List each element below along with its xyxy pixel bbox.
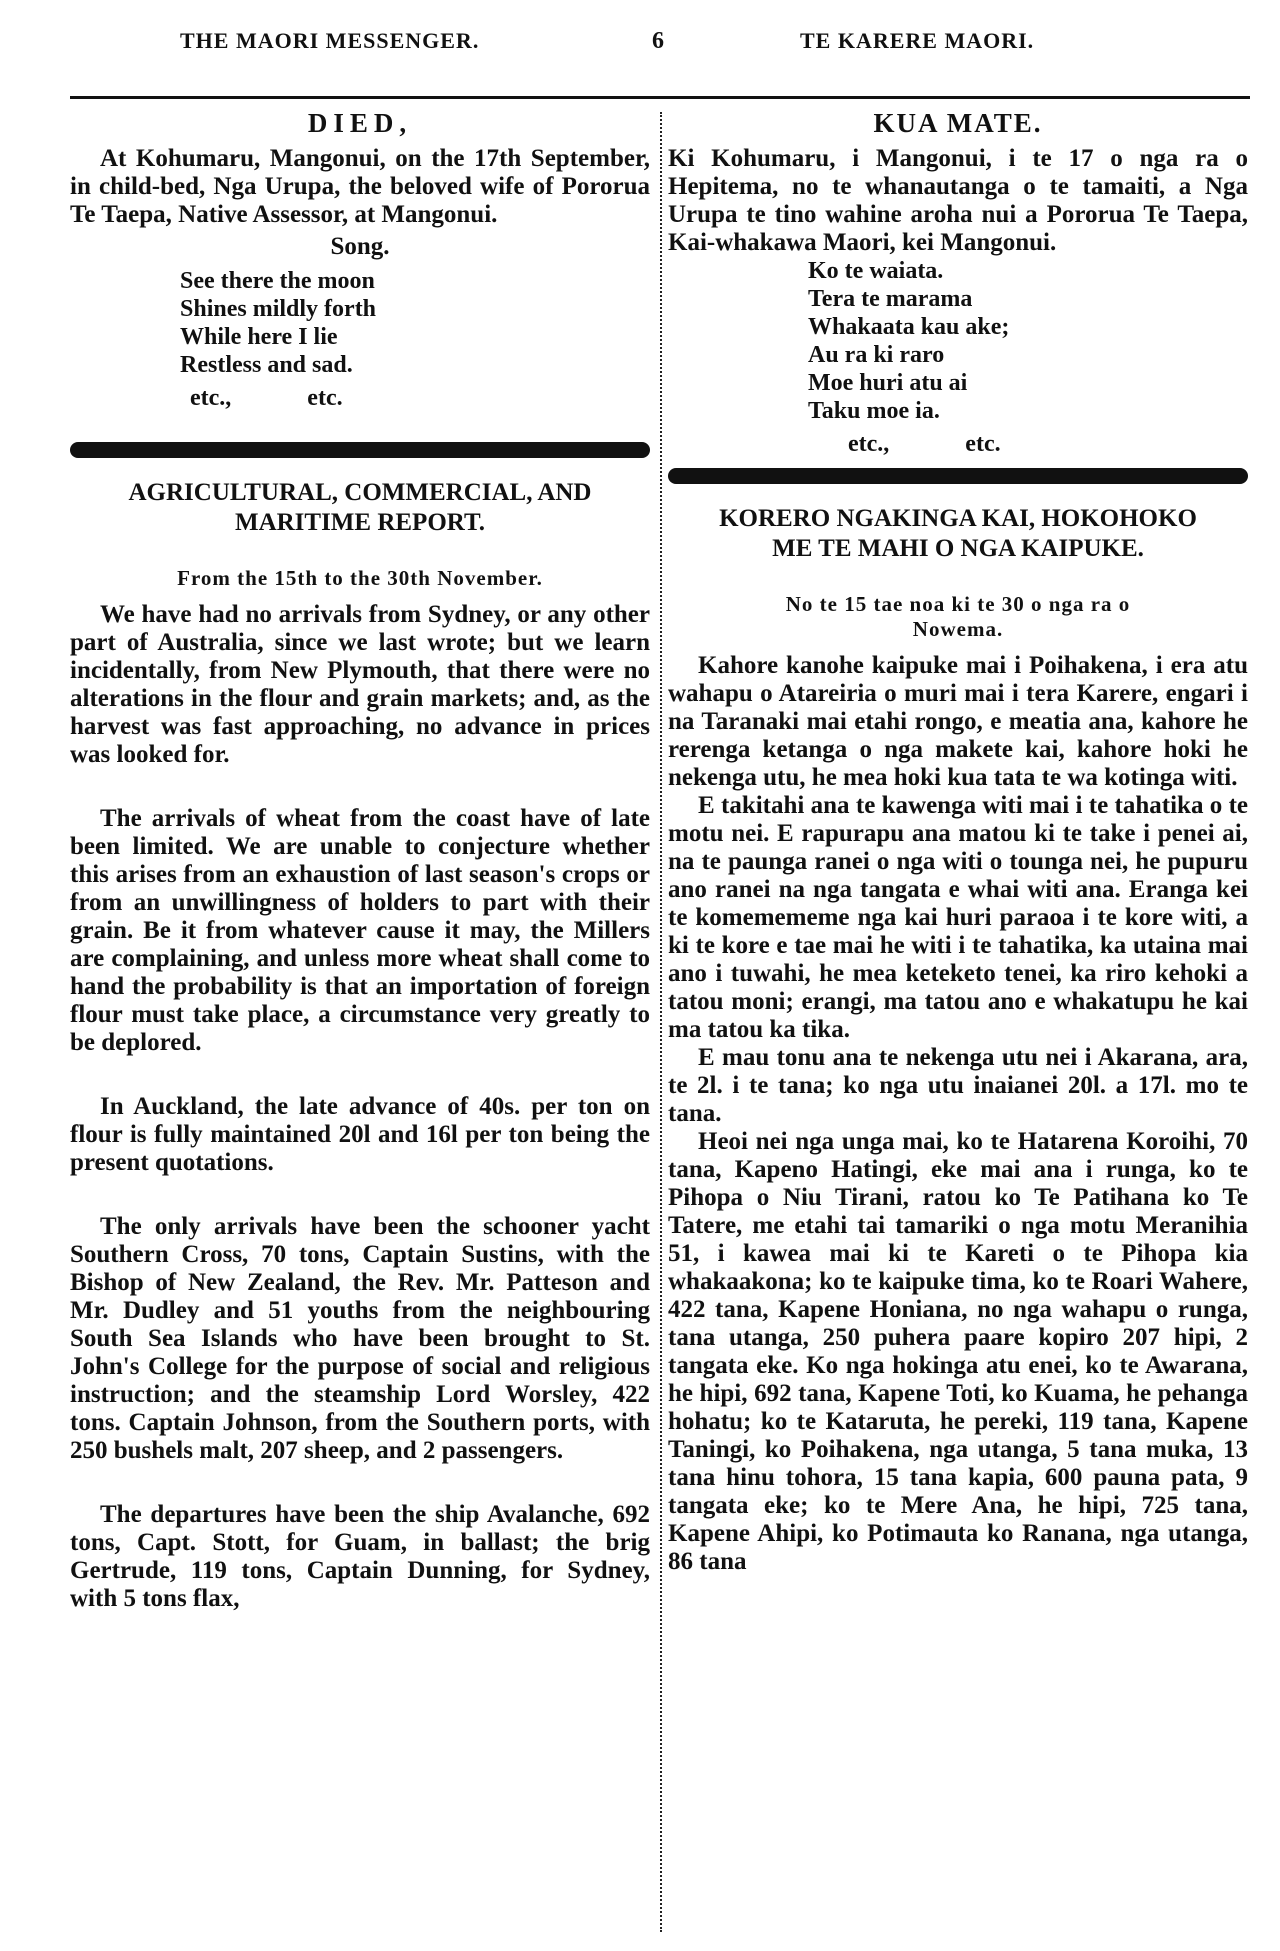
report-date-range: From the 15th to the 30th November.	[177, 566, 543, 590]
report-heading-line: AGRICULTURAL, COMMERCIAL, AND	[128, 479, 592, 506]
maori-column	[668, 108, 1248, 1576]
verse-line: See there the moon	[180, 268, 375, 294]
report-heading-line: MARITIME REPORT.	[234, 509, 486, 536]
report-paragraph: The only arrivals have been the schooner yacht Southern Cross, 70 tons, Captain Sustins, with the Bishop of New Zealand, the Rev. Mr. Patteson and Mr. Dudley and 51 youths from the neighbouring South Sea Islands who have been brought to St. John's College for the purpose of social and religious instruction; and the steamship Lord Worsley, 422 tons. Captain Johnson, from the Southern ports, with 250 bushels malt, 207 sheep, and 2 passengers.	[70, 1213, 650, 1464]
verse-line: While here I lie	[180, 324, 338, 350]
page-number: 6	[652, 28, 665, 54]
verse-line: Whakaata kau ake;	[808, 314, 1010, 340]
report-paragraph: The arrivals of wheat from the coast have of late been limited. We are unable to conjecture whether this arises from an exhaustion of last season's crops or from an unwillingness of holders to part with their grain. Be it from whatever cause it may, the Millers are complaining, and unless more wheat shall come to hand the probability is that an importation of foreign flour must take place, a circumstance very greatly to be deplored.	[70, 805, 650, 1056]
report-paragraph: Kahore kanohe kaipuke mai i Poihakena, i era atu wahapu o Atareiria o muri mai i tera Karere, engari i na Taranaki mai etahi rongo, e meatia ana, kahore he rerenga ketanga o nga makete kai, kahore hoki he nekenga utu, he mea hoki kua tata te wa kotinga witi.	[668, 652, 1248, 791]
etc-text: etc.,	[848, 431, 890, 457]
song-title: Song.	[330, 233, 390, 260]
report-paragraph: Heoi nei nga unga mai, ko te Hatarena Koroihi, 70 tana, Kapeno Hatingi, eke mai ana i runga, ko te Pihopa o Niu Tirani, ratou ko Te Patihana ko Te Tatere, me etahi tai tamariki o nga motu Meranihia 51, i kawea mai ki te Kareti o te Pihopa kia whakaakona; ko te kaipuke tima, ko te Roari Wahere, 422 tana, Kapene Honiana, no nga wahapu o runga, tana utanga, 250 puhera paare kopiro 207 hipi, 2 tangata eke. Ko nga hokinga atu enei, ko te Awarana, he hipi, 692 tana, Kapene Toti, ko Kuama, he pehanga hohatu; ko te Kataruta, he pereki, 119 tana, Kapene Taningi, ko Poihakena, nga utanga, 5 tana muka, 13 tana hinu tohora, 15 tana kapia, 600 pauna pata, 9 tangata eke; ko te Mere Ana, he hipi, 725 tana, Kapene Ahipi, ko Potimauta ko Ranana, nga utanga, 86 tana	[668, 1128, 1248, 1575]
report-date-range: Nowema.	[912, 617, 1004, 641]
song-title-maori: Ko te waiata.	[808, 258, 944, 284]
etc-text: etc.	[965, 431, 1001, 457]
verse-line: Shines mildly forth	[180, 296, 377, 322]
section-bar	[70, 442, 650, 458]
masthead-title-maori: TE KARERE MAORI.	[800, 28, 1035, 53]
report-paragraph: In Auckland, the late advance of 40s. per ton on flour is fully maintained 20l and 16l per ton being the present quotations.	[70, 1093, 650, 1176]
report-date-range: No te 15 tae noa ki te 30 o nga ra o	[785, 592, 1131, 616]
masthead	[70, 28, 1250, 64]
masthead-rule	[70, 96, 1250, 99]
etc-line	[848, 431, 1248, 458]
etc-text: etc.	[307, 385, 343, 411]
etc-line	[190, 385, 650, 412]
death-notice: At Kohumaru, Mangonui, on the 17th September, in child-bed, Nga Urupa, the beloved wife of Pororua Te Taepa, Native Assessor, at Mangonui.	[70, 145, 650, 228]
report-heading-line: KORERO NGAKINGA KAI, HOKOHOKO	[719, 505, 1197, 532]
etc-text: etc.,	[190, 385, 232, 411]
column-divider	[660, 112, 662, 1932]
verse-line: Moe huri atu ai	[808, 370, 968, 396]
died-heading: DIED,	[307, 108, 413, 138]
died-heading-maori: KUA MATE.	[873, 108, 1043, 138]
english-column	[70, 108, 650, 1613]
report-paragraph: E mau tonu ana te nekenga utu nei i Akarana, ara, te 2l. i te tana; ko nga utu inaianei 20l. a 17l. mo te tana.	[668, 1044, 1248, 1127]
masthead-title-english: THE MAORI MESSENGER.	[180, 28, 480, 53]
verse-line: Taku moe ia.	[808, 398, 940, 424]
report-paragraph: E takitahi ana te kawenga witi mai i te tahatika o te motu nei. E rapurapu ana matou ki te take i penei ai, na te paunga ranei o nga witi o tounga nei, he pupuru ano ranei na nga tangata e whai witi ana. Eranga kei te komemememe nga kai huri paraoa i te kore witi, a ki te kore e tae mai he witi i te tahatika, ka utaina mai ano i tuwahi, he mea keteketo tenei, ka riro kehoki a tatou moni; erangi, ma tatou ano e whakatupu he kai ma tatou ka tika.	[668, 792, 1248, 1043]
verse-line: Tera te marama	[808, 286, 973, 312]
verse-line: Restless and sad.	[180, 352, 353, 378]
report-paragraph: We have had no arrivals from Sydney, or any other part of Australia, since we last wrote; but we learn incidentally, from New Plymouth, that there were no alterations in the flour and grain markets; and, as the harvest was fast approaching, no advance in prices was looked for.	[70, 601, 650, 768]
report-heading-line: ME TE MAHI O NGA KAIPUKE.	[772, 535, 1144, 562]
verse-line: Au ra ki raro	[808, 342, 945, 368]
section-bar	[668, 468, 1248, 484]
report-paragraph: The departures have been the ship Avalanche, 692 tons, Capt. Stott, for Guam, in ballast; the brig Gertrude, 119 tons, Captain Dunning, for Sydney, with 5 tons flax,	[70, 1501, 650, 1612]
death-notice-maori: Ki Kohumaru, i Mangonui, i te 17 o nga ra o Hepitema, no te whanautanga o te tamaiti, a Nga Urupa te tino wahine aroha nui a Pororua Te Taepa, Kai-whakawa Maori, kei Mangonui.	[668, 145, 1248, 256]
